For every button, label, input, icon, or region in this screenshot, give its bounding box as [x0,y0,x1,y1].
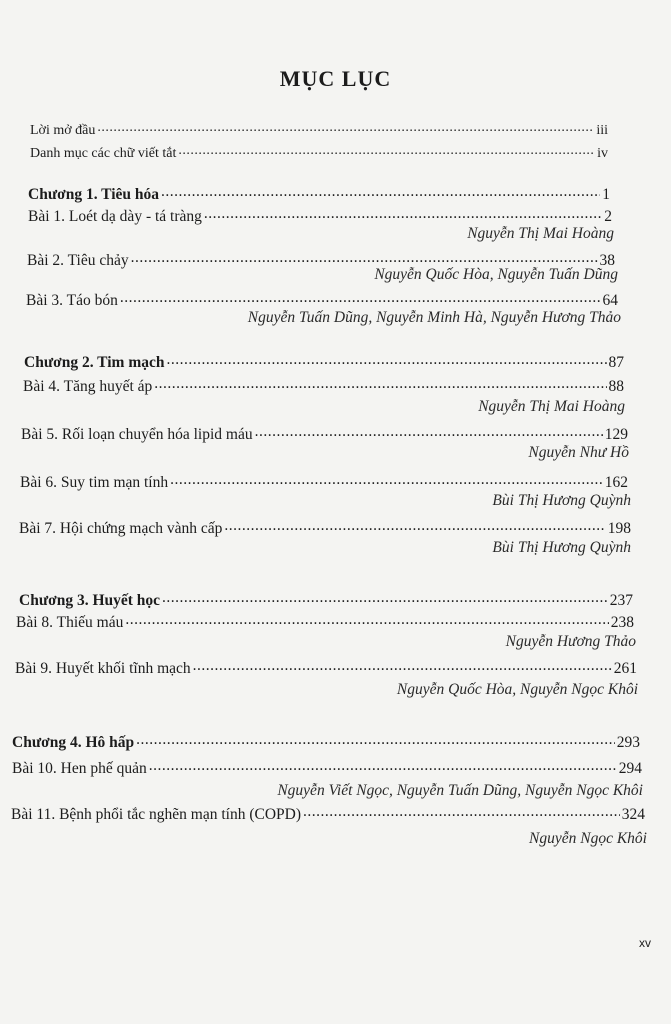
toc-lesson-authors: Nguyễn Ngọc Khôi [529,830,647,847]
toc-chapter-label: Chương 4. Hô hấp [12,734,135,751]
toc-lesson-authors: Nguyễn Viết Ngọc, Nguyễn Tuấn Dũng, Nguyễn Ngọc Khôi [277,782,643,799]
toc-lesson-8[interactable] [16,614,634,632]
leader-dots [161,186,600,200]
toc-lesson-authors: Nguyễn Thị Mai Hoàng [478,398,625,415]
toc-entry-page: 198 [607,520,631,537]
leader-dots [255,426,603,440]
toc-chapter-label: Chương 3. Huyết học [19,592,161,609]
toc-entry-page: 88 [608,378,624,395]
toc-chapter-4[interactable] [12,734,640,752]
leader-dots [193,660,612,674]
leader-dots [166,354,606,368]
toc-entry-label: Bài 8. Thiếu máu [16,614,124,631]
leader-dots [162,592,608,606]
toc-entry-label: Bài 2. Tiêu chảy [27,252,129,269]
toc-entry-page: 324 [621,806,645,823]
toc-lesson-authors: Nguyễn Quốc Hòa, Nguyễn Ngọc Khôi [396,681,638,698]
toc-entry-page: 87 [608,354,624,371]
toc-entry-label: Bài 6. Suy tim mạn tính [20,474,169,491]
toc-entry-label: Bài 4. Tăng huyết áp [23,378,153,395]
leader-dots [224,520,605,534]
toc-lesson-3[interactable] [26,292,618,310]
leader-dots [120,292,601,306]
toc-lesson-4[interactable] [23,378,624,396]
toc-entry-page: 129 [604,426,628,443]
toc-lesson-authors: Nguyễn Như Hồ [528,444,629,461]
toc-entry-page: 2 [604,208,612,225]
toc-entry-page: 261 [613,660,637,677]
toc-lesson-authors: Nguyễn Tuấn Dũng, Nguyễn Minh Hà, Nguyễn Hương Thảo [247,309,621,326]
toc-lesson-authors: Nguyễn Hương Thảo [505,633,636,650]
toc-entry-label: Bài 10. Hen phế quản [12,760,147,777]
toc-entry-label: Bài 3. Táo bón [26,292,118,309]
toc-entry-label: Bài 9. Huyết khối tĩnh mạch [15,660,191,677]
leader-dots [136,734,615,748]
toc-chapter-1[interactable] [28,186,610,204]
toc-entry-page: 238 [610,614,634,631]
leader-dots [97,122,594,136]
page-number: xv [639,936,651,950]
toc-entry-page: iii [596,123,608,138]
toc-entry-page: 64 [602,292,618,309]
toc-lesson-authors: Bùi Thị Hương Quỳnh [492,492,631,509]
leader-dots [154,378,606,392]
toc-chapter-label: Chương 1. Tiêu hóa [28,186,160,203]
leader-dots [170,474,603,488]
leader-dots [125,614,608,628]
toc-chapter-3[interactable] [19,592,633,610]
toc-lesson-9[interactable] [15,660,637,678]
toc-entry-page: 293 [616,734,640,751]
leader-dots [149,760,617,774]
toc-lesson-11[interactable] [11,806,645,824]
toc-entry-page: 162 [604,474,628,491]
leader-dots [204,208,602,222]
toc-lesson-authors: Bùi Thị Hương Quỳnh [492,539,631,556]
toc-entry-label: Bài 1. Loét dạ dày - tá tràng [28,208,202,225]
toc-entry-page: iv [597,146,608,161]
toc-lesson-5[interactable] [21,426,628,444]
toc-chapter-label: Chương 2. Tim mạch [24,354,165,371]
toc-chapter-2[interactable] [24,354,624,372]
toc-entry-page: 294 [618,760,642,777]
toc-lesson-authors: Nguyễn Quốc Hòa, Nguyễn Tuấn Dũng [374,266,618,283]
toc-entry-label: Bài 7. Hội chứng mạch vành cấp [19,520,223,537]
toc-entry-label: Bài 5. Rối loạn chuyển hóa lipid máu [21,426,253,443]
toc-entry-abbreviations[interactable] [30,145,608,163]
leader-dots [303,806,620,820]
toc-entry-label: Bài 11. Bệnh phổi tắc nghẽn mạn tính (COPD) [11,806,302,823]
toc-lesson-authors: Nguyễn Thị Mai Hoàng [467,225,614,242]
toc-lesson-1[interactable] [28,208,612,226]
toc-lesson-7[interactable] [19,520,631,538]
toc-lesson-10[interactable] [12,760,642,778]
toc-entry-label: Danh mục các chữ viết tắt [30,146,177,161]
leader-dots [131,252,598,266]
toc-entry-page: 1 [602,186,610,203]
toc-entry-page: 237 [609,592,633,609]
leader-dots [178,145,595,159]
toc-entry-page: 38 [599,252,615,269]
toc-entry-preface[interactable] [30,122,608,140]
page-title: MỤC LỤC [279,66,392,91]
toc-entry-label: Lời mở đầu [30,123,96,138]
toc-lesson-6[interactable] [20,474,628,492]
